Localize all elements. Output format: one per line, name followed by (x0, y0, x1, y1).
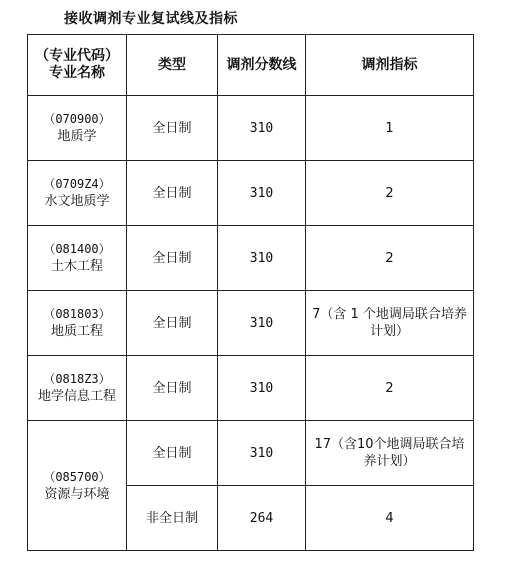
quota-cell: 7（含 1 个地调局联合培养计划） (306, 291, 474, 356)
major-name: 地学信息工程 (37, 389, 116, 404)
table-row (28, 96, 474, 161)
major-name: 地质学 (57, 129, 97, 144)
header-score: 调剂分数线 (218, 35, 306, 96)
major-code: （070900） (43, 112, 111, 126)
score-cell: 310 (218, 291, 306, 356)
score-cell: 310 (218, 356, 306, 421)
major-cell (28, 291, 127, 356)
quota-cell: 2 (306, 226, 474, 291)
quota-cell: 17（含10个地调局联合培养计划） (306, 421, 474, 486)
page-title: 接收调剂专业复试线及指标 (64, 11, 238, 27)
quota-cell: 4 (306, 486, 474, 551)
major-cell (28, 356, 127, 421)
header-major (28, 35, 127, 96)
type-cell: 全日制 (127, 161, 218, 226)
major-code: （081803） (43, 307, 111, 321)
header-type: 类型 (127, 35, 218, 96)
table-header-row (28, 35, 474, 96)
adjustment-table (27, 34, 474, 551)
major-name: 资源与环境 (44, 486, 110, 502)
score-cell: 310 (218, 96, 306, 161)
type-cell: 非全日制 (127, 486, 218, 551)
major-cell (28, 421, 127, 551)
score-cell: 310 (218, 421, 306, 486)
quota-cell: 1 (306, 96, 474, 161)
major-name: 土木工程 (50, 259, 103, 274)
quota-cell: 2 (306, 161, 474, 226)
table-row (28, 226, 474, 291)
type-cell: 全日制 (127, 291, 218, 356)
table-row (28, 421, 474, 486)
type-cell: 全日制 (127, 421, 218, 486)
major-name: 地质工程 (50, 324, 103, 339)
score-cell: 310 (218, 226, 306, 291)
type-cell: 全日制 (127, 226, 218, 291)
header-major-code: （专业代码） (35, 48, 119, 64)
table-row (28, 291, 474, 356)
header-major-name: 专业名称 (49, 65, 105, 81)
type-cell: 全日制 (127, 96, 218, 161)
major-code: （085700） (43, 469, 111, 484)
table-row (28, 161, 474, 226)
quota-cell: 2 (306, 356, 474, 421)
major-cell (28, 96, 127, 161)
table-row (28, 356, 474, 421)
major-code: （0818Z3） (43, 372, 111, 386)
score-cell: 264 (218, 486, 306, 551)
major-code: （0709Z4） (43, 177, 111, 191)
major-cell (28, 226, 127, 291)
major-cell (28, 161, 127, 226)
header-quota: 调剂指标 (306, 35, 474, 96)
major-code: （081400） (43, 242, 111, 256)
major-name: 水文地质学 (44, 194, 110, 209)
score-cell: 310 (218, 161, 306, 226)
type-cell: 全日制 (127, 356, 218, 421)
